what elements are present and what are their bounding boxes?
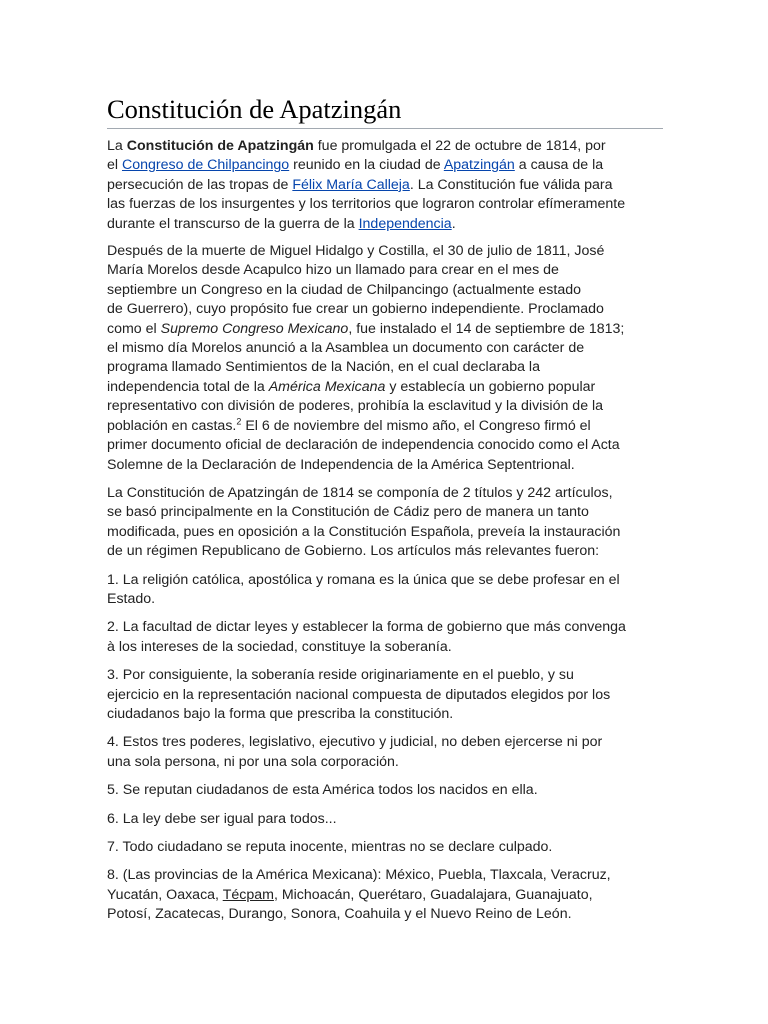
article-item-4: 4. Estos tres poderes, legislativo, ejecutivo y judicial, no deben ejercerse ni por una sola persona, ni por una sola corporación. — [107, 734, 603, 770]
link-apatzingan[interactable]: Apatzingán — [443, 157, 515, 174]
article-item-1: 1. La religión católica, apostólica y romana es la única que se debe profesar en el Estado. — [107, 571, 620, 607]
italic-america-mexicana: América Mexicana — [268, 378, 386, 395]
page-title: Constitución de Apatzingán — [107, 94, 663, 129]
intro-paragraph: La Constitución de Apatzingán fue promulgada el 22 de octubre de 1814, por el Congreso de Chilpancingo reunido en la ciudad de Apatzingán a causa de la persecución de las tropas de Félix María Calleja. La Constitución fue válida para las fuerzas de los insurgentes y los territorios que lograron controlar efímeramente durante el transcurso de la guerra de la Independencia. — [107, 138, 626, 232]
article-item-5: 5. Se reputan ciudadanos de esta América todos los nacidos en ella. — [107, 782, 538, 799]
link-felix-maria-calleja[interactable]: Félix María Calleja — [292, 176, 410, 193]
italic-supremo-congreso: Supremo Congreso Mexicano — [160, 320, 349, 337]
history-paragraph: Después de la muerte de Miguel Hidalgo y Costilla, el 30 de julio de 1811, José María Morelos desde Acapulco hizo un llamado para crear en el mes de septiembre un Congreso en la ciudad de Chilpancingo (actualmente estado de Guerrero), cuyo propósito fue crear un gobierno independiente. Proclamado como el Supremo Congreso Mexicano, fue instalado el 14 de septiembre de 1813; el mismo día Morelos anunció a la Asamblea un documento con carácter de programa llamado Sentimientos de la Nación, en el cual declaraba la independencia total de la América Mexicana y establecía un gobierno popular representativo con división de poderes, prohibía la esclavitud y la división de la población en castas.$^2$ El 6 de noviembre del mismo año, el Congreso firmó el primer documento oficial de declaración de independencia conocido como el Acta Solemne de la Declaración de Independencia de la América Septentrional. — [107, 243, 625, 473]
link-independencia[interactable]: Independencia — [358, 215, 452, 232]
article-item-3: 3. Por consiguiente, la soberanía reside originariamente en el pueblo, y su ejercicio en la representación nacional compuesta de diputados elegidos por los ciudadanos bajo la forma que prescriba la constitución. — [107, 667, 611, 722]
link-tecpam[interactable]: Técpam — [222, 886, 274, 903]
article-item-2: 2. La facultad de dictar leyes y establecer la forma de gobierno que más convenga à los intereses de la sociedad, constituye la soberanía. — [107, 619, 626, 655]
composition-paragraph: La Constitución de Apatzingán de 1814 se componía de 2 títulos y 242 artículos, se basó principalmente en la Constitución de Cádiz pero de manera un tanto modificada, pues en oposición a la Constitución Española, preveía la instauración de un régimen Republicano de Gobierno. Los artículos más relevantes fueron: — [107, 484, 621, 560]
article-subject: Constitución de Apatzingán — [126, 138, 314, 154]
footnote-ref-2[interactable]: 2 — [236, 415, 242, 426]
article-item-6: 6. La ley debe ser igual para todos... — [107, 810, 337, 827]
article-item-8: 8. (Las provincias de la América Mexicana): México, Puebla, Tlaxcala, Veracruz, Yucatán, Oaxaca, Técpam, Michoacán, Querétaro, Guadalajara, Guanajuato, Potosí, Zacatecas, Durango, Sonora, Coahuila y el Nuevo Reino de León. — [107, 867, 611, 923]
article-item-7: 7. Todo ciudadano se reputa inocente, mientras no se declare culpado. — [107, 839, 553, 855]
link-congreso-de-chilpancingo[interactable]: Congreso de Chilpancingo — [121, 157, 290, 174]
article — [107, 94, 663, 925]
